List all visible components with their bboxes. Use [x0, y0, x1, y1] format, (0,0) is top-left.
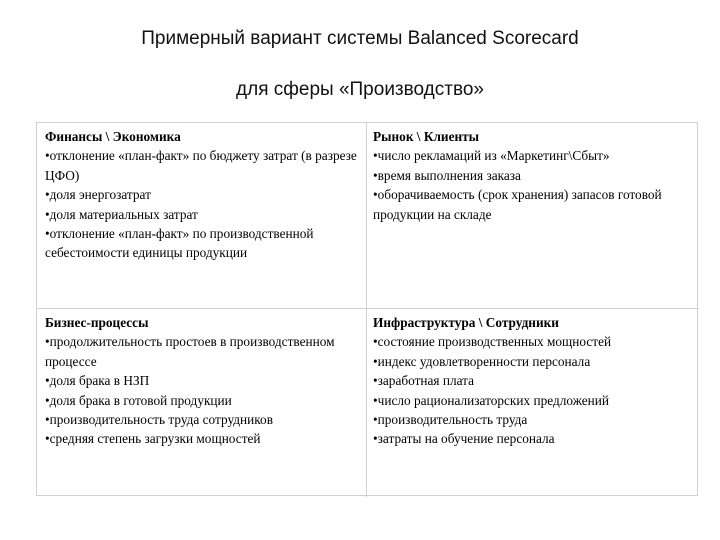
list-item-text: доля брака в готовой продукции: [49, 392, 232, 408]
quadrant-heading: Финансы \ Экономика: [45, 129, 181, 144]
bullet-icon: •: [45, 148, 50, 164]
list-item: [373, 146, 693, 165]
quadrant-heading: Рынок \ Клиенты: [373, 129, 480, 144]
bullet-icon: •: [45, 373, 50, 389]
slide-subtitle: для сферы «Производство»: [236, 79, 484, 100]
list-item: [45, 332, 360, 371]
list-item-text: доля энергозатрат: [49, 187, 151, 203]
list-item-text: производительность труда: [377, 412, 528, 428]
indicator-list: [373, 332, 693, 448]
bullet-icon: •: [45, 334, 50, 350]
list-item: [45, 224, 360, 263]
bullet-icon: •: [373, 431, 378, 447]
list-item: [373, 429, 693, 448]
indicator-list: [45, 332, 360, 448]
quadrant-heading: Инфраструктура \ Сотрудники: [373, 315, 559, 330]
list-item-text: число рекламаций из «Маркетинг\Сбыт»: [377, 148, 610, 164]
list-item-text: отклонение «план-факт» по производственной себестоимости единицы продукции: [45, 226, 314, 261]
list-item: [373, 410, 693, 429]
bullet-icon: •: [373, 353, 378, 369]
list-item: [45, 146, 360, 185]
list-item: [45, 371, 360, 390]
list-item: [373, 352, 693, 371]
indicator-list: [45, 146, 360, 262]
list-item-text: отклонение «план-факт» по бюджету затрат (в разрезе ЦФО): [45, 148, 357, 183]
list-item: [45, 391, 360, 410]
bullet-icon: •: [373, 187, 378, 203]
list-item: [373, 332, 693, 351]
indicator-list: [373, 146, 693, 224]
bullet-icon: •: [45, 226, 50, 242]
bullet-icon: •: [45, 431, 50, 447]
bullet-icon: •: [373, 148, 378, 164]
bullet-icon: •: [373, 373, 378, 389]
list-item: [373, 371, 693, 390]
list-item-text: оборачиваемость (срок хранения) запасов готовой продукции на складе: [373, 187, 662, 222]
bullet-icon: •: [373, 334, 378, 350]
list-item: [45, 205, 360, 224]
list-item: [45, 429, 360, 448]
list-item: [373, 185, 693, 224]
quadrant-business-processes: [37, 309, 367, 497]
list-item-text: производительность труда сотрудников: [49, 412, 273, 428]
slide-title: Примерный вариант системы Balanced Scorecard: [141, 28, 579, 49]
quadrant-heading: Бизнес-процессы: [45, 315, 149, 330]
list-item: [45, 410, 360, 429]
list-item-text: средняя степень загрузки мощностей: [49, 431, 261, 447]
bullet-icon: •: [373, 392, 378, 408]
bullet-icon: •: [373, 167, 378, 183]
bullet-icon: •: [45, 206, 50, 222]
list-item: [373, 391, 693, 410]
list-item-text: продолжительность простоев в производственном процессе: [45, 334, 335, 369]
list-item-text: число рационализаторских предложений: [377, 392, 609, 408]
list-item-text: время выполнения заказа: [377, 167, 521, 183]
quadrant-finance: [37, 123, 367, 309]
list-item-text: затраты на обучение персонала: [377, 431, 555, 447]
list-item: [373, 166, 693, 185]
list-item-text: заработная плата: [377, 373, 475, 389]
quadrant-infrastructure: [367, 309, 699, 497]
quadrant-market: [367, 123, 699, 309]
list-item-text: доля материальных затрат: [49, 206, 198, 222]
bullet-icon: •: [373, 412, 378, 428]
list-item-text: индекс удовлетворенности персонала: [377, 353, 591, 369]
list-item-text: состояние производственных мощностей: [377, 334, 612, 350]
bullet-icon: •: [45, 412, 50, 428]
scorecard-table: [36, 122, 698, 496]
list-item-text: доля брака в НЗП: [49, 373, 150, 389]
bullet-icon: •: [45, 187, 50, 203]
bullet-icon: •: [45, 392, 50, 408]
list-item: [45, 185, 360, 204]
